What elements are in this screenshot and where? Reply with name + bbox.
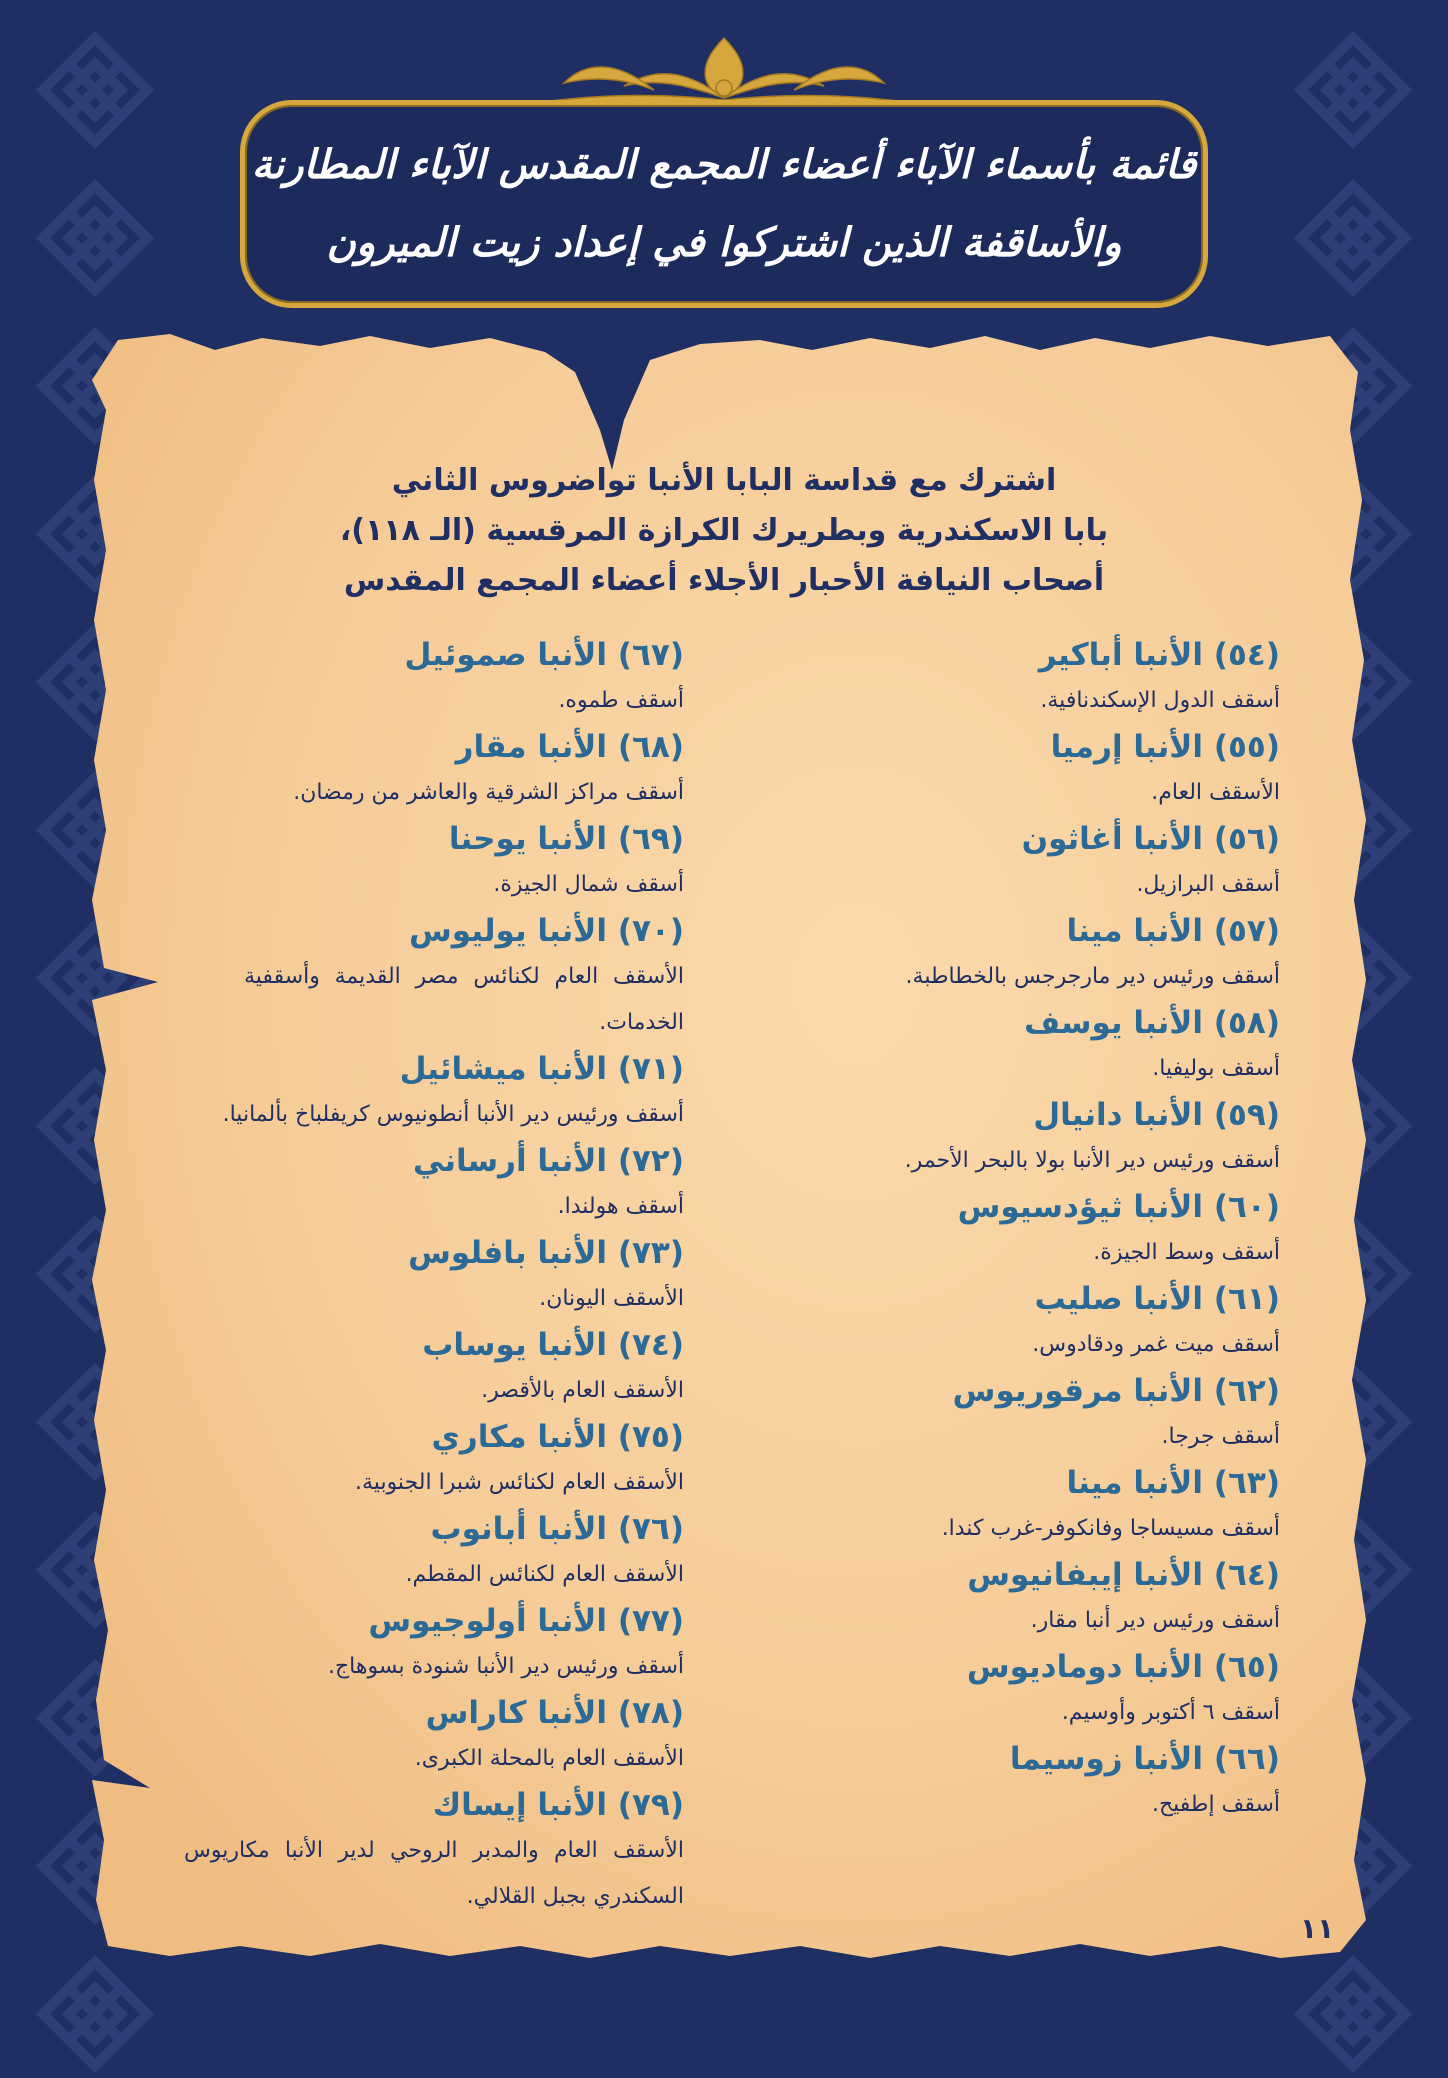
bishops-list-right: [720, 632, 1280, 1828]
list-item: [720, 1460, 1280, 1552]
bishop-name: (٧٢) الأنبا أرساني: [412, 1143, 684, 1179]
bishop-name: (٦١) الأنبا صليب: [1034, 1281, 1280, 1317]
list-item: [720, 1184, 1280, 1276]
bishop-name: (٦٨) الأنبا مقار: [455, 729, 684, 765]
bishop-title: أسقف ورئيس دير الأنبا شنودة بسوهاج.: [327, 1654, 684, 1679]
list-item: [720, 1092, 1280, 1184]
title-frame: [240, 100, 1208, 308]
list-item: [720, 816, 1280, 908]
bishop-title: أسقف البرازيل.: [1136, 872, 1280, 897]
list-item: [720, 632, 1280, 724]
list-item: [720, 1644, 1280, 1736]
list-item: [720, 1736, 1280, 1828]
bishop-name: (٦٥) الأنبا دوماديوس: [966, 1649, 1280, 1685]
list-item: [44, 1230, 684, 1322]
bishop-title: أسقف هولندا.: [557, 1194, 684, 1219]
bishop-title: الأسقف العام والمدبر الروحي لدير الأنبا مكاريوس السكندري بجبل القلالي.: [184, 1838, 684, 1909]
bishop-name: (٥٥) الأنبا إرميا: [1050, 729, 1280, 765]
title-line-2: والأساقفة الذين اشتركوا في إعداد زيت الميرون: [326, 219, 1122, 266]
bishop-title: أسقف شمال الجيزة.: [493, 872, 684, 897]
list-item: [44, 1782, 684, 1920]
bishop-title: أسقف الدول الإسكندنافية.: [1040, 688, 1280, 713]
bishop-name: (٧٨) الأنبا كاراس: [425, 1695, 684, 1731]
bishop-title: أسقف ورئيس دير مارجرجس بالخطاطبة.: [905, 964, 1280, 989]
bishop-title: الأسقف العام لكنائس المقطم.: [405, 1562, 684, 1587]
page-number: ١١: [1300, 1912, 1335, 1945]
bishop-title: الأسقف اليونان.: [539, 1286, 684, 1311]
bishop-name: (٦٠) الأنبا ثيؤدسيوس: [957, 1189, 1280, 1225]
bishop-name: (٧٧) الأنبا أولوجيوس: [368, 1603, 684, 1639]
bishop-name: (٧٤) الأنبا يوساب: [422, 1327, 684, 1363]
bishop-name: (٧٩) الأنبا إيساك: [432, 1787, 684, 1823]
bishop-name: (٥٦) الأنبا أغاثون: [1021, 821, 1280, 857]
list-item: [44, 1322, 684, 1414]
list-item: [44, 816, 684, 908]
bishop-name: (٥٤) الأنبا أباكير: [1038, 637, 1280, 673]
bishop-name: (٦٤) الأنبا إيبفانيوس: [967, 1557, 1280, 1593]
list-item: [44, 632, 684, 724]
bishop-name: (٦٢) الأنبا مرقوريوس: [952, 1373, 1280, 1409]
list-item: [720, 908, 1280, 1000]
list-item: [44, 1046, 684, 1138]
bishop-title: الأسقف العام.: [1151, 780, 1280, 805]
intro-paragraph: [160, 456, 1288, 606]
bishop-title: أسقف طموه.: [558, 688, 684, 713]
bishop-title: أسقف جرجا.: [1161, 1424, 1280, 1449]
bishop-title: أسقف مسيساجا وفانكوفر-غرب كندا.: [941, 1516, 1280, 1541]
intro-line-3: أصحاب النيافة الأحبار الأجلاء أعضاء المجمع المقدس: [343, 563, 1105, 598]
list-item: [720, 1552, 1280, 1644]
bishop-title: أسقف إطفيح.: [1151, 1792, 1280, 1817]
bishop-name: (٧١) الأنبا ميشائيل: [399, 1051, 684, 1087]
bishop-name: (٦٩) الأنبا يوحنا: [448, 821, 684, 857]
list-item: [720, 1368, 1280, 1460]
bishop-name: (٧٦) الأنبا أبانوب: [430, 1511, 684, 1547]
list-item: [44, 1598, 684, 1690]
bishop-name: (٥٩) الأنبا دانيال: [1033, 1097, 1280, 1133]
bishop-name: (٦٦) الأنبا زوسيما: [1009, 1741, 1280, 1777]
list-item: [720, 724, 1280, 816]
bishop-name: (٦٧) الأنبا صموئيل: [404, 637, 684, 673]
bishop-title: الأسقف العام بالأقصر.: [481, 1378, 684, 1403]
bishop-title: أسقف ٦ أكتوبر وأوسيم.: [1061, 1700, 1280, 1725]
bishop-title: أسقف ميت غمر ودقادوس.: [1032, 1332, 1280, 1357]
bishop-title: أسقف ورئيس دير أنبا مقار.: [1030, 1608, 1280, 1633]
bishop-name: (٧٥) الأنبا مكاري: [431, 1419, 684, 1455]
intro-line-1: اشترك مع قداسة البابا الأنبا تواضروس الثاني: [391, 463, 1057, 498]
list-item: [44, 1690, 684, 1782]
bishop-title: الأسقف العام لكنائس شبرا الجنوبية.: [355, 1470, 684, 1495]
bishop-name: (٧٠) الأنبا يوليوس: [409, 913, 684, 949]
intro-line-2: بابا الاسكندرية وبطريرك الكرازة المرقسية (الـ ١١٨)،: [339, 513, 1109, 548]
bishop-title: أسقف ورئيس دير الأنبا أنطونيوس كريفلباخ بألمانيا.: [222, 1102, 684, 1127]
bishop-title: أسقف مراكز الشرقية والعاشر من رمضان.: [293, 780, 684, 805]
bishops-list-left: [44, 632, 684, 1920]
bishop-name: (٥٨) الأنبا يوسف: [1024, 1005, 1280, 1041]
list-item: [44, 1506, 684, 1598]
list-item: [44, 1138, 684, 1230]
bishop-title: الأسقف العام بالمحلة الكبرى.: [414, 1746, 684, 1771]
list-item: [720, 1276, 1280, 1368]
bishop-title: الأسقف العام لكنائس مصر القديمة وأسقفية الخدمات.: [244, 964, 684, 1035]
list-item: [44, 1414, 684, 1506]
bishop-title: أسقف بوليفيا.: [1152, 1056, 1280, 1081]
list-item: [44, 724, 684, 816]
list-item: [720, 1000, 1280, 1092]
bishop-title: أسقف ورئيس دير الأنبا بولا بالبحر الأحمر.: [904, 1148, 1280, 1173]
bishop-name: (٧٣) الأنبا بافلوس: [408, 1235, 684, 1271]
list-item: [44, 908, 684, 1046]
title-line-1: قائمة بأسماء الآباء أعضاء المجمع المقدس الآباء المطارنة: [251, 141, 1197, 188]
bishop-name: (٥٧) الأنبا مينا: [1066, 913, 1280, 949]
bishop-name: (٦٣) الأنبا مينا: [1066, 1465, 1280, 1501]
bishop-title: أسقف وسط الجيزة.: [1093, 1240, 1280, 1265]
